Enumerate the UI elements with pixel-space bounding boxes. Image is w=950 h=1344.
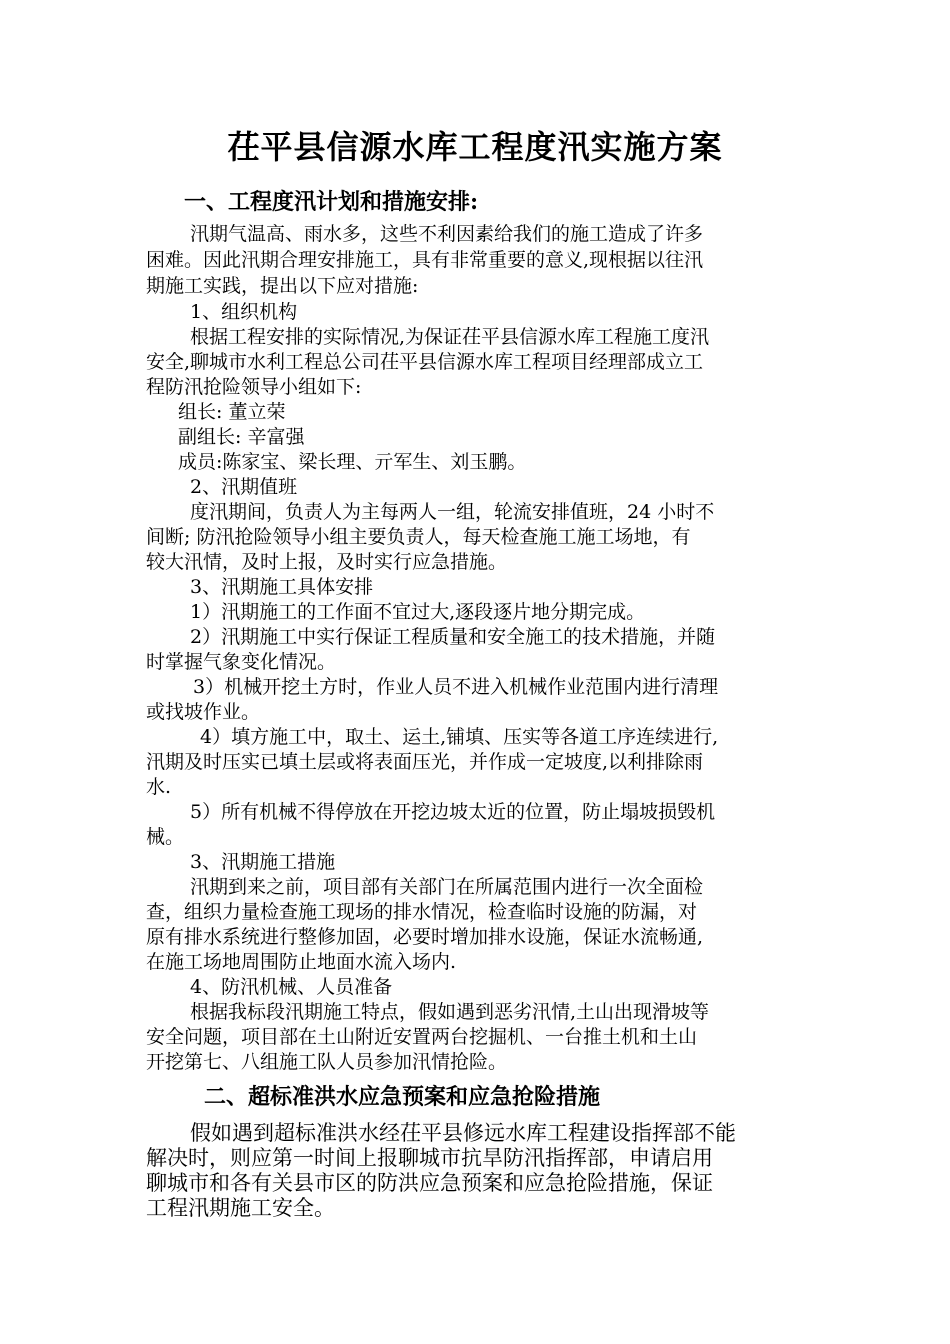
list-item: 3）机械开挖土方时，作业人员不进入机械作业范围内进行清理 xyxy=(193,676,719,698)
paragraph-line: 汛期气温高、雨水多，这些不利因素给我们的施工造成了许多 xyxy=(190,223,704,245)
list-item: 1）汛期施工的工作面不宜过大,逐段逐片地分期完成。 xyxy=(190,601,646,623)
paragraph-line: 汛期到来之前，项目部有关部门在所属范围内进行一次全面检 xyxy=(190,876,704,898)
subsection-heading-arrangement: 3、汛期施工具体安排 xyxy=(190,576,374,598)
list-item: 4）填方施工中，取土、运土,铺填、压实等各道工序连续进行, xyxy=(200,726,719,748)
paragraph-line: 在施工场地周围防止地面水流入场内. xyxy=(146,951,457,973)
list-item: 2）汛期施工中实行保证工程质量和安全施工的技术措施，并随 xyxy=(190,626,716,648)
paragraph-line: 解决时，则应第一时间上报聊城市抗旱防汛指挥部，申请启用 xyxy=(146,1146,713,1170)
paragraph-line: 根据我标段汛期施工特点，假如遇到恶劣汛情,土山出现滑坡等 xyxy=(190,1001,710,1023)
paragraph-line: 安全,聊城市水利工程总公司茌平县信源水库工程项目经理部成立工 xyxy=(146,351,704,373)
paragraph-line: 困难。因此汛期合理安排施工，具有非常重要的意义,现根据以往汛 xyxy=(146,249,704,271)
subsection-heading-org: 1、组织机构 xyxy=(190,301,298,323)
section-2-heading: 二、超标准洪水应急预案和应急抢险措施 xyxy=(204,1084,601,1110)
paragraph-line: 程防汛抢险领导小组如下: xyxy=(146,376,362,398)
list-item-continued: 或找坡作业。 xyxy=(146,701,261,723)
list-item: 5）所有机械不得停放在开挖边坡太近的位置，防止塌坡损毁机 xyxy=(190,801,716,823)
paragraph-line: 期施工实践，提出以下应对措施: xyxy=(146,275,419,297)
subsection-heading-prep: 4、防汛机械、人员准备 xyxy=(190,976,393,998)
paragraph-line: 开挖第七、八组施工队人员参加汛情抢险。 xyxy=(146,1051,508,1073)
section-1-heading: 一、工程度汛计划和措施安排: xyxy=(184,189,479,215)
paragraph-line: 工程汛期施工安全。 xyxy=(146,1196,335,1220)
subsection-heading-duty: 2、汛期值班 xyxy=(190,476,298,498)
list-item-continued: 械。 xyxy=(146,826,185,848)
paragraph-line: 度汛期间，负责人为主每两人一组，轮流安排值班，24 小时不 xyxy=(190,501,715,523)
paragraph-line: 假如遇到超标准洪水经茌平县修远水库工程建设指挥部不能 xyxy=(190,1121,736,1145)
document-title: 茌平县信源水库工程度汛实施方案 xyxy=(227,128,723,166)
list-item-continued: 汛期及时压实已填土层或将表面压光，并作成一定坡度,以利排除雨 xyxy=(146,751,704,773)
paragraph-line: 聊城市和各有关县市区的防洪应急预案和应急抢险措施，保证 xyxy=(146,1171,713,1195)
subsection-heading-measures: 3、汛期施工措施 xyxy=(190,851,336,873)
list-item-continued: 水. xyxy=(146,776,172,798)
paragraph-line: 间断; 防汛抢险领导小组主要负责人，每天检查施工施工场地，有 xyxy=(146,526,691,548)
team-members: 成员:陈家宝、梁长理、亓军生、刘玉鹏。 xyxy=(178,451,527,473)
team-deputy: 副组长: 辛富强 xyxy=(178,426,305,448)
paragraph-line: 安全问题，项目部在土山附近安置两台挖掘机、一台推土机和土山 xyxy=(146,1026,698,1048)
team-leader: 组长: 董立荣 xyxy=(178,401,286,423)
paragraph-line: 较大汛情，及时上报，及时实行应急措施。 xyxy=(146,551,508,573)
paragraph-line: 原有排水系统进行整修加固，必要时增加排水设施，保证水流畅通, xyxy=(146,926,704,948)
list-item-continued: 时掌握气象变化情况。 xyxy=(146,651,337,673)
paragraph-line: 根据工程安排的实际情况,为保证茌平县信源水库工程施工度汛 xyxy=(190,326,710,348)
paragraph-line: 查，组织力量检查施工现场的排水情况，检查临时设施的防漏，对 xyxy=(146,901,698,923)
